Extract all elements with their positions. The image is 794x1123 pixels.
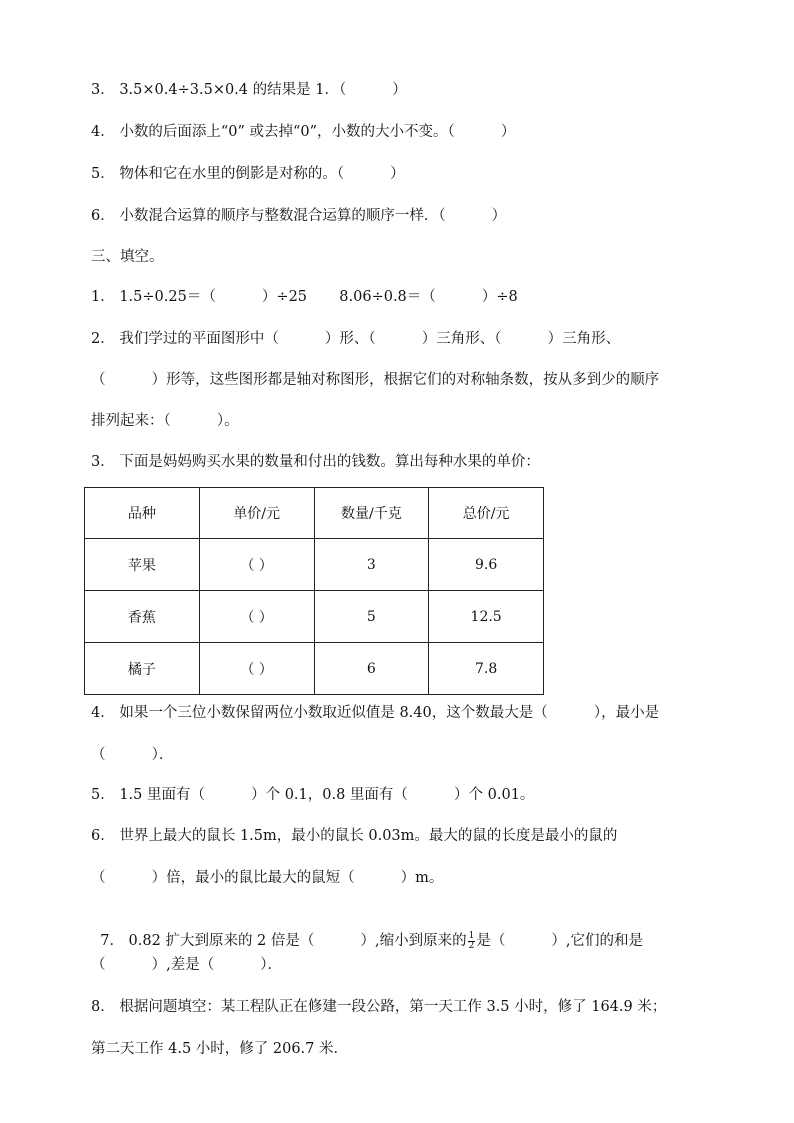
question-judge-6: 6． 小数混合运算的顺序与整数混合运算的顺序一样．（ ） <box>91 208 507 224</box>
fraction-numerator: 1 <box>468 930 475 941</box>
question-fill-5: 5． 1.5 里面有（ ）个 0.1，0.8 里面有（ ）个 0.01。 <box>91 787 535 803</box>
question-fill-4-line2: （ ）． <box>91 747 174 763</box>
question-fill-7-part-a: 7． 0.82 扩大到原来的 2 倍是（ ）,缩小到原来的 <box>100 933 467 949</box>
question-judge-5: 5． 物体和它在水里的倒影是对称的。（ ） <box>91 166 405 182</box>
table-cell: 9.6 <box>429 539 544 591</box>
table-header-cell: 单价/元 <box>199 488 314 539</box>
table-header-row <box>85 488 544 539</box>
question-judge-3: 3． 3.5×0.4÷3.5×0.4 的结果是 1．（ ） <box>91 82 407 98</box>
table-cell: 香蕉 <box>85 591 200 643</box>
table-row <box>85 539 544 591</box>
table-header-cell: 品种 <box>85 488 200 539</box>
question-fill-4-line1: 4． 如果一个三位小数保留两位小数取近似值是 8.40，这个数最大是（ ），最小是 <box>91 705 660 721</box>
question-fill-3: 3． 下面是妈妈购买水果的数量和付出的钱数。算出每种水果的单价： <box>91 454 540 470</box>
answer-blank-cell[interactable]: （ ） <box>199 591 314 643</box>
question-fill-8-line1: 8． 根据问题填空：某工程队正在修建一段公路，第一天工作 3.5 小时，修了 164.9 米； <box>91 999 667 1015</box>
question-fill-7-line2: （ ）,差是（ ）． <box>91 957 283 973</box>
question-fill-2-line2: （ ）形等，这些图形都是轴对称图形，根据它们的对称轴条数，按从多到少的顺序 <box>91 372 660 388</box>
answer-blank-cell[interactable]: （ ） <box>199 539 314 591</box>
table-row <box>85 591 544 643</box>
question-judge-4: 4． 小数的后面添上“0” 或去掉“0”，小数的大小不变。（ ） <box>91 124 516 140</box>
table-header-cell: 总价/元 <box>429 488 544 539</box>
question-fill-2-line1: 2． 我们学过的平面图形中（ ）形、（ ）三角形、（ ）三角形、 <box>91 331 621 347</box>
table-cell: 7.8 <box>429 643 544 695</box>
question-fill-8-line2: 第二天工作 4.5 小时，修了 206.7 米． <box>91 1041 349 1057</box>
table-cell: 6 <box>314 643 429 695</box>
fraction-one-half <box>468 932 476 951</box>
table-cell: 5 <box>314 591 429 643</box>
question-fill-7-part-b: 是（ ）,它们的和是 <box>476 933 644 949</box>
question-fill-7-line1 <box>91 911 643 951</box>
table-header-cell: 数量/千克 <box>314 488 429 539</box>
fraction-denominator: 2 <box>468 940 475 951</box>
table-cell: 苹果 <box>85 539 200 591</box>
table-cell: 12.5 <box>429 591 544 643</box>
question-fill-6-line1: 6． 世界上最大的鼠长 1.5m，最小的鼠长 0.03m。最大的鼠的长度是最小的鼠的 <box>91 828 618 844</box>
question-fill-2-line3: 排列起来：（ ）。 <box>91 413 239 429</box>
question-fill-6-line2: （ ）倍，最小的鼠比最大的鼠短（ ）m。 <box>91 870 444 886</box>
question-fill-1: 1． 1.5÷0.25＝（ ）÷25 8.06÷0.8＝（ ）÷8 <box>91 289 518 305</box>
answer-blank-cell[interactable]: （ ） <box>199 643 314 695</box>
section-heading-fill-in: 三、填空。 <box>91 249 164 265</box>
table-cell: 3 <box>314 539 429 591</box>
fruit-price-table <box>84 487 544 695</box>
table-cell: 橘子 <box>85 643 200 695</box>
table-row <box>85 643 544 695</box>
